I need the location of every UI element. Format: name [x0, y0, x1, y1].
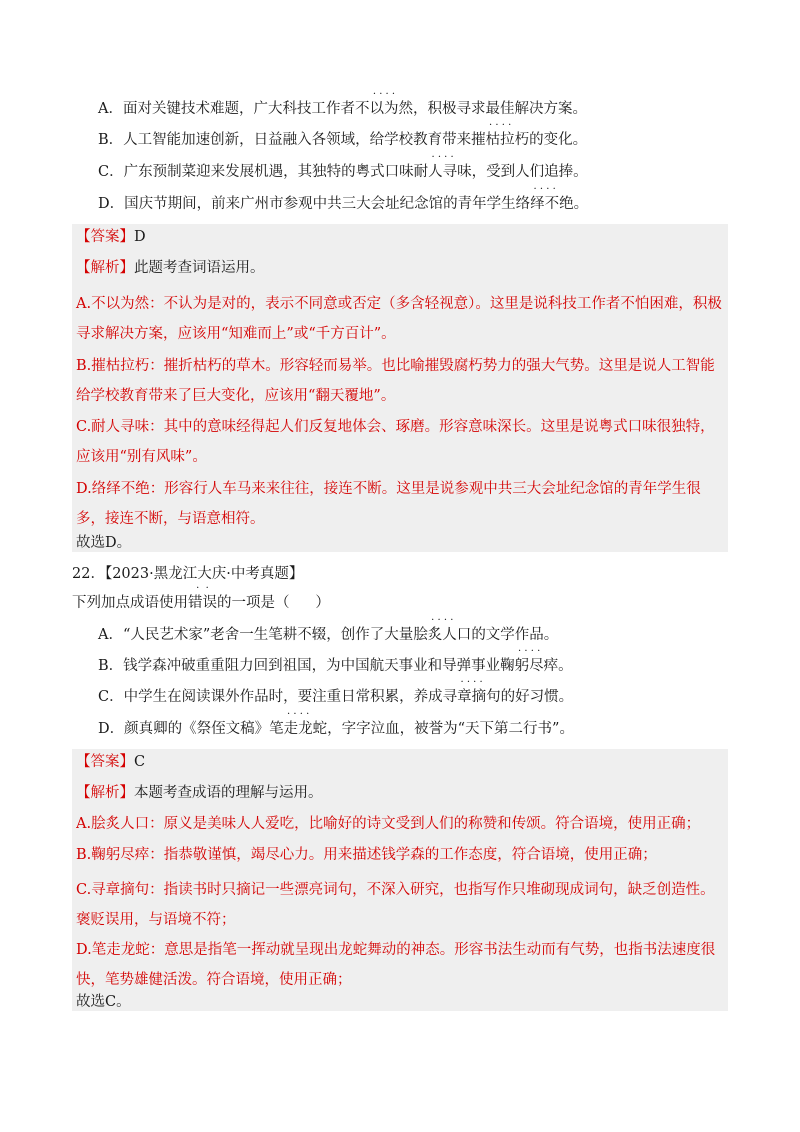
q21-option-a — [98, 89, 738, 120]
answer-line — [76, 751, 722, 773]
option-text-end: 的文学作品。 — [471, 627, 559, 643]
emphasis-dots: · · · · — [431, 152, 454, 163]
q21-answer-box — [72, 224, 728, 552]
option-text-end: 的好习惯。 — [500, 689, 574, 705]
emphasized-phrase: · · · · 络绎不绝 — [515, 184, 574, 212]
q22-option-b — [98, 646, 738, 677]
emphasis-dots: · · — [196, 583, 209, 594]
option-letter: B． — [98, 132, 124, 148]
emphasized-phrase: · · · · 不以为然 — [354, 89, 413, 117]
option-text-end: ，字字泣血，被誉为“天下第二行书”。 — [327, 721, 574, 737]
emphasized-phrase: · · · · 鞠躬尽瘁 — [500, 646, 559, 674]
option-text-end: 的变化。 — [529, 132, 588, 148]
analysis-item-a: A.不以为然：不认为是对的，表示不同意或否定（多含轻视意）。这里是说科技工作者不怕困难，积极寻求解决方案，应该用“知难而上”或“千方百计”。 — [76, 296, 722, 342]
analysis-line — [76, 782, 722, 804]
emphasis-dots: · · · · — [431, 615, 454, 626]
emphasized-phrase: · · · · 寻章摘句 — [442, 677, 501, 705]
emphasized-phrase: · · · · 脍炙人口 — [413, 615, 472, 643]
option-letter: D． — [98, 196, 125, 212]
emphasis-dots: · · · · — [372, 89, 396, 100]
option-text-end: ，积极寻求最佳解决方案。 — [412, 101, 587, 117]
analysis-intro: 此题考查词语运用。 — [134, 260, 265, 276]
conclusion: 故选D。 — [76, 535, 132, 551]
answer-value: C — [134, 754, 146, 770]
option-letter: A． — [98, 101, 123, 117]
option-text: “人民艺术家”老舍一生笔耕不辍，创作了大量 — [122, 627, 414, 643]
emphasis-dots: · · · · — [518, 646, 541, 657]
analysis-item-c: C.寻章摘句：指读书时只摘记一些漂亮词句，不深入研究，也指写作只堆砌现成词句，缺乏创造性。褒贬误用，与语境不符； — [76, 882, 715, 928]
option-text: 颜真卿的《祭侄文稿》 — [124, 721, 270, 737]
stem-close: ） — [315, 595, 330, 611]
analysis-tag: 【解析】 — [76, 260, 134, 276]
option-text: 面对关键技术难题，广大科技工作者 — [122, 101, 355, 117]
option-letter: B． — [98, 658, 124, 674]
option-text: 国庆节期间，前来广州市参观中共三大会址纪念馆的青年学生 — [124, 196, 516, 212]
emphasis-dots: · · · · — [287, 709, 310, 720]
analysis-item-b: B.鞠躬尽瘁：指恭敬谨慎，竭尽心力。用来描述钱学森的工作态度，符合语境，使用正确； — [76, 847, 657, 863]
emphasis-dots: · · · · — [489, 120, 512, 131]
stem-text-end: 的一项是（ — [217, 595, 290, 611]
option-text-end: ，受到人们追捧。 — [471, 164, 588, 180]
answer-value: D — [134, 229, 146, 245]
q22-answer-box — [72, 749, 728, 1011]
q21-option-b — [98, 120, 738, 151]
emphasis-dots: · · · · — [460, 677, 483, 688]
analysis-item-b: B.摧枯拉朽：摧折枯朽的草木。形容轻而易举。也比喻摧毁腐朽势力的强大气势。这里是说人工智能给学校教育带来了巨大变化，应该用“翻天覆地”。 — [76, 358, 715, 404]
option-letter: A． — [98, 627, 123, 643]
emphasized-word: · · 错误 — [188, 583, 217, 611]
analysis-item-c: C.耐人寻味：其中的意味经得起人们反复地体会、琢磨。形容意味深长。这里是说粤式口味很独特，应该用“别有风味”。 — [76, 419, 715, 465]
conclusion: 故选C。 — [76, 994, 131, 1010]
question-number: 22． — [72, 566, 105, 582]
question-source: 【2023·黑龙江大庆·中考真题】 — [104, 566, 304, 582]
q22-option-d — [98, 709, 738, 740]
answer-tag: 【答案】 — [76, 229, 134, 245]
option-text: 广东预制菜迎来发展机遇，其独特的粤式口味 — [123, 164, 414, 180]
stem-text: 下列加点成语使用 — [72, 595, 188, 611]
analysis-intro: 本题考查成语的理解与运用。 — [134, 785, 323, 801]
option-text: 人工智能加速创新，日益融入各领域，给学校教育带来 — [123, 132, 472, 148]
option-text-end: 。 — [573, 196, 589, 212]
q22-option-a — [98, 615, 738, 646]
emphasis-dots: · · · · — [533, 184, 556, 195]
option-letter: C． — [98, 689, 124, 705]
answer-line — [76, 226, 722, 248]
analysis-item-d: D.笔走龙蛇：意思是指笔一挥动就呈现出龙蛇舞动的神态。形容书法生动而有气势，也指书法速度很快，笔势雄健活泼。符合语境，使用正确； — [76, 942, 716, 988]
emphasized-phrase: · · · · 耐人寻味 — [413, 152, 472, 180]
analysis-item-a: A.脍炙人口：原义是美味人人爱吃，比喻好的诗文受到人们的称赞和传颂。符合语境，使用正确； — [76, 816, 701, 832]
q22-title — [72, 563, 303, 585]
answer-tag: 【答案】 — [76, 754, 134, 770]
q21-option-d — [98, 184, 738, 215]
option-text: 钱学森冲破重重阻力回到祖国，为中国航天事业和导弹事业 — [123, 658, 501, 674]
option-letter: C． — [98, 164, 124, 180]
emphasized-phrase: · · · · 摧枯拉朽 — [471, 120, 530, 148]
analysis-line — [76, 257, 722, 279]
q21-option-c — [98, 152, 738, 183]
option-letter: D． — [98, 721, 125, 737]
q22-option-c — [98, 677, 738, 708]
emphasized-phrase: · · · · 笔走龙蛇 — [269, 709, 328, 737]
option-text: 中学生在阅读课外作品时，要注重日常积累，养成 — [123, 689, 443, 705]
q22-stem — [72, 583, 330, 614]
option-text-end: 。 — [558, 658, 573, 674]
analysis-item-d: D.络绎不绝：形容行人车马来来往往，接连不断。这里是说参观中共三大会址纪念馆的青年学生很多，接连不断，与语意相符。 — [76, 481, 701, 527]
analysis-tag: 【解析】 — [76, 785, 134, 801]
